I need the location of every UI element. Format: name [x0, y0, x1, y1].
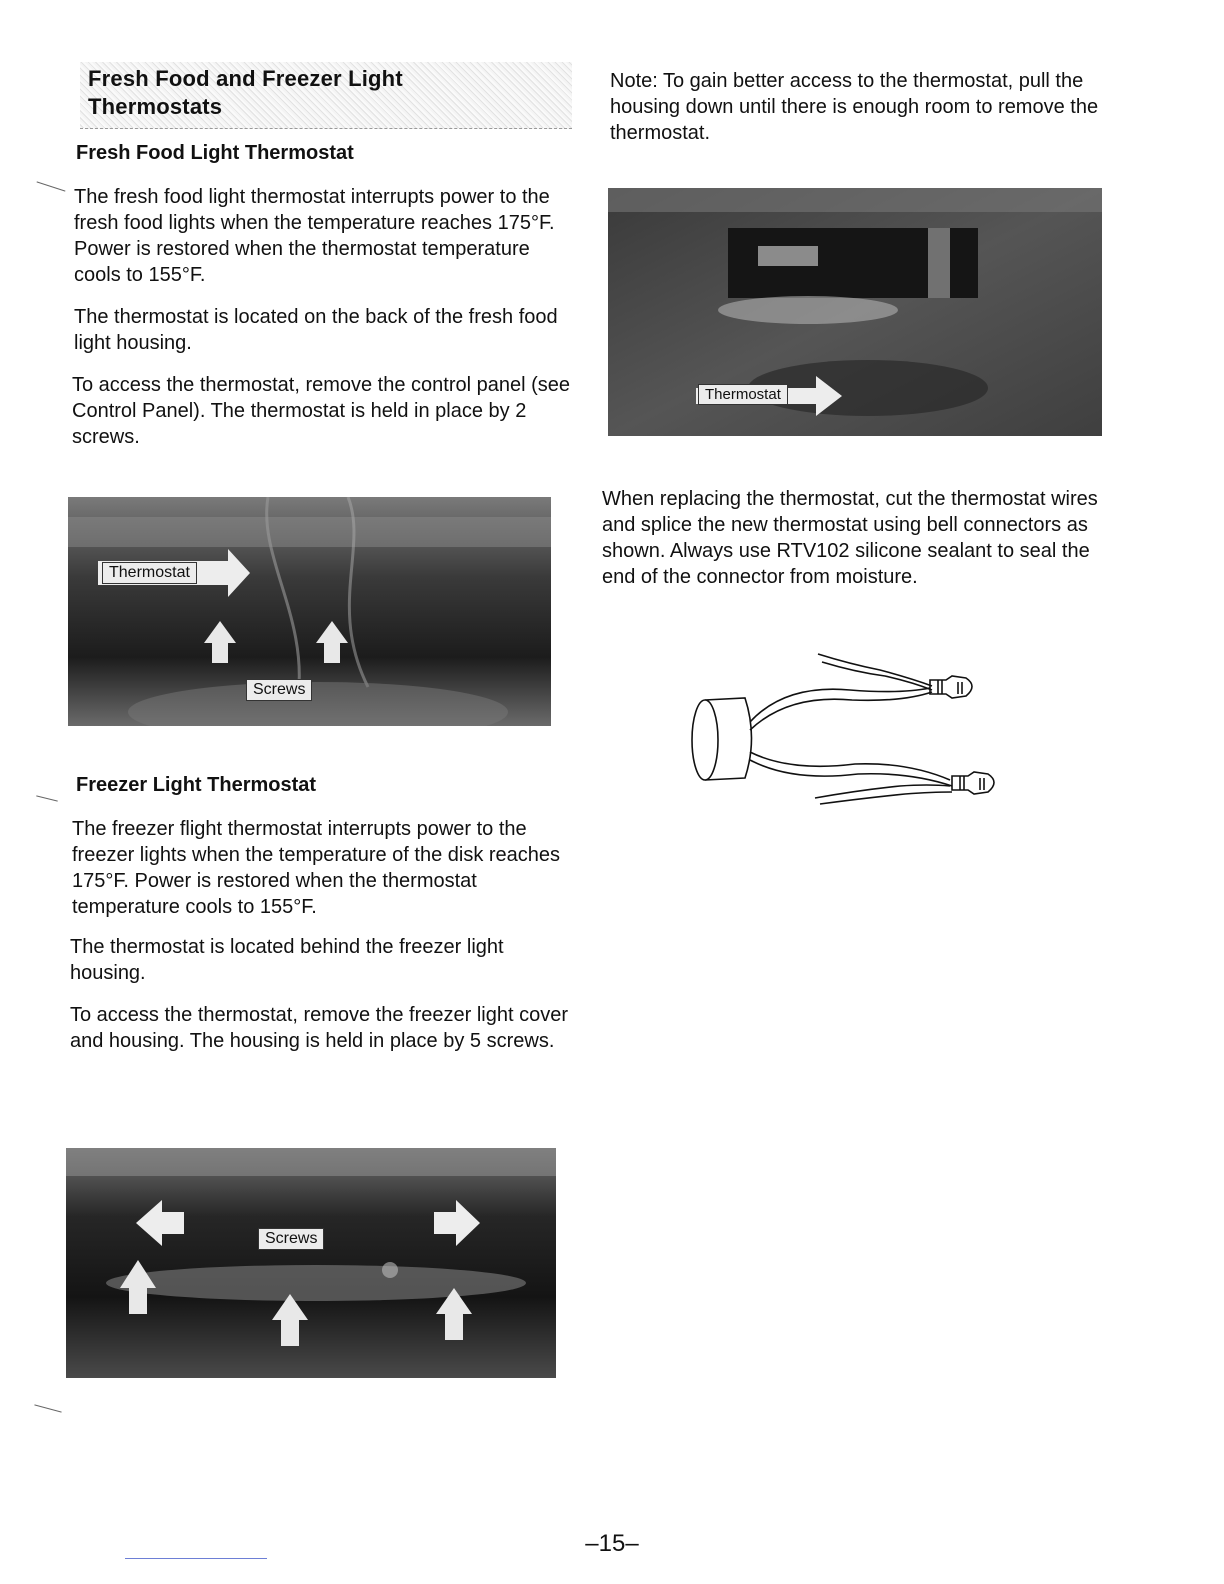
footer-rule: [125, 1558, 267, 1559]
section-title-line1: Fresh Food and Freezer Light: [88, 66, 403, 91]
section-title-box: [80, 62, 572, 129]
page-number: –15–: [585, 1530, 639, 1557]
freezer-para2: The thermostat is located behind the freezer light housing.: [70, 936, 504, 984]
photo-background: [66, 1148, 556, 1378]
freezer-housing-photo: [66, 1148, 556, 1378]
fresh-food-heading: Fresh Food Light Thermostat: [76, 142, 354, 164]
scan-mark: [36, 795, 58, 801]
freezer-para1: The freezer flight thermostat interrupts power to the freezer lights when the temperature of the disk reaches 175°F. Power is restored when the thermostat temperature cools to 155°F.: [72, 818, 561, 918]
scan-mark: [34, 1404, 61, 1412]
fresh-food-para3: To access the thermostat, remove the control panel (see Control Panel). The thermostat is held in place by 2 screws.: [72, 374, 571, 448]
replacement-instructions: When replacing the thermostat, cut the thermostat wires and splice the new thermostat using bell connectors as shown. Always use RTV102 silicone sealant to seal the end of the connector from moisture.: [602, 488, 1098, 588]
fresh-food-para2: The thermostat is located on the back of the fresh food light housing.: [74, 306, 558, 354]
fresh-food-thermostat-photo: [68, 497, 551, 726]
screws-label: Screws: [246, 679, 312, 701]
thermostat-access-photo: [608, 188, 1102, 436]
freezer-para3: To access the thermostat, remove the freezer light cover and housing. The housing is held in place by 5 screws.: [70, 1004, 568, 1052]
section-title-line2: Thermostats: [88, 94, 223, 119]
photo-background: [608, 188, 1102, 436]
wiring-splice-diagram: [680, 640, 1020, 820]
scan-mark: [37, 181, 66, 191]
freezer-heading: Freezer Light Thermostat: [76, 774, 317, 796]
access-note: Note: To gain better access to the thermostat, pull the housing down until there is enough room to remove the thermostat.: [610, 70, 1099, 144]
screws-label: Screws: [258, 1228, 324, 1250]
thermostat-label: Thermostat: [102, 562, 197, 584]
fresh-food-para1: The fresh food light thermostat interrupts power to the fresh food lights when the temperature reaches 175°F. Power is restored when the thermostat temperature cools to 155°F.: [74, 186, 555, 286]
thermostat-label: Thermostat: [698, 384, 788, 405]
